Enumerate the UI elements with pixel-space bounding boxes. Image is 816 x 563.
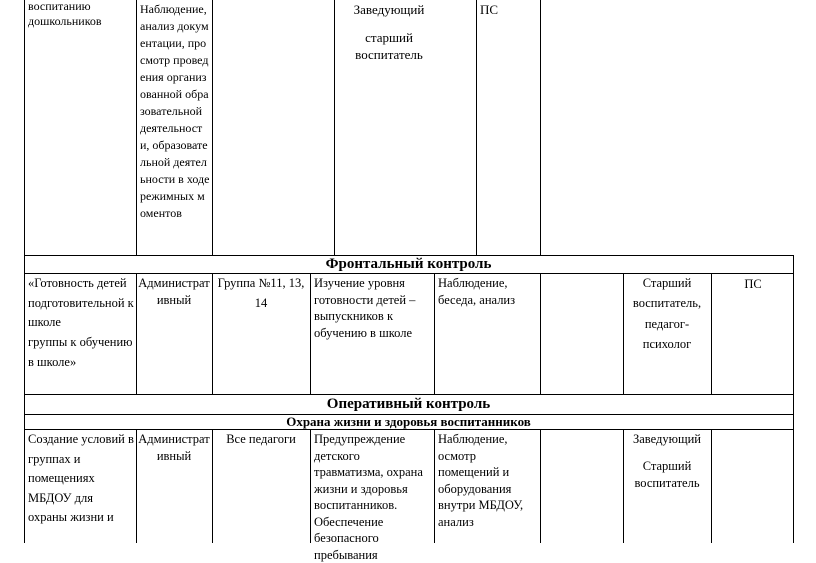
col-divider — [540, 429, 541, 543]
frontal-row-goal: Изучение уровня готовности детей – выпускников к обучению в школе — [314, 276, 416, 340]
top-row-method-cell: Наблюдение, анализ документации, просмотр проведения организованной образовательной деятельности, образовательной деятельности в ходе режимных моментов — [140, 2, 210, 220]
col-divider — [540, 0, 541, 255]
col-divider — [310, 429, 311, 543]
top-row-responsible-2: старший воспитатель — [355, 30, 423, 62]
health-row-responsible-a: Заведующий — [633, 432, 701, 446]
health-row-responsible-b: Старший воспитатель — [634, 459, 700, 490]
col-divider — [434, 429, 435, 543]
health-row-participants: Все педагоги — [226, 432, 296, 446]
col-divider — [711, 273, 712, 394]
section-operative-title: Оперативный контроль — [326, 396, 491, 412]
frontal-row-responsible-b: педагог-психолог — [642, 317, 692, 351]
col-divider — [212, 273, 213, 394]
col-divider — [136, 0, 137, 255]
frontal-row-topic-a: «Готовность детей подготовительной к школе — [28, 276, 134, 329]
col-divider — [476, 0, 477, 255]
col-divider — [212, 429, 213, 543]
frontal-row-groups: Группа №11, 13, 14 — [217, 276, 305, 310]
subsection-health-title: Охрана жизни и здоровья воспитанников — [286, 414, 531, 429]
col-divider — [434, 273, 435, 394]
col-divider — [334, 0, 335, 255]
frontal-row-type: Административный — [138, 276, 210, 307]
col-divider — [136, 429, 137, 543]
top-row-subject-cell: воспитанию дошкольников — [28, 0, 102, 28]
health-row-topic: Создание условий в группах и помещениях МБДОУ для охраны жизни и — [28, 432, 134, 524]
frontal-row-responsible-a: Старший воспитатель, — [632, 276, 702, 310]
col-divider — [711, 429, 712, 543]
col-divider — [136, 273, 137, 394]
frontal-row-topic-b: группы к обучению в школе» — [28, 335, 133, 369]
row-divider — [24, 394, 793, 395]
col-divider — [623, 273, 624, 394]
col-divider — [623, 429, 624, 543]
frontal-row-method: Наблюдение, беседа, анализ — [438, 276, 516, 307]
health-row-type: Административный — [138, 432, 210, 463]
section-frontal-title: Фронтальный контроль — [325, 256, 492, 272]
frontal-row-ps: ПС — [744, 277, 762, 291]
col-divider — [310, 273, 311, 394]
top-row-ps-cell: ПС — [480, 2, 499, 17]
top-row-responsible-1: Заведующий — [353, 2, 425, 17]
health-row-goal: Предупреждение детского травматизма, охрана жизни и здоровья воспитанников. Обеспечение безопасного пребывания — [314, 432, 423, 562]
col-divider — [212, 0, 213, 255]
table-border-right — [793, 255, 794, 543]
col-divider — [540, 273, 541, 394]
health-row-method: Наблюдение, осмотр помещений и оборудования внутри МБДОУ, анализ — [438, 432, 524, 529]
